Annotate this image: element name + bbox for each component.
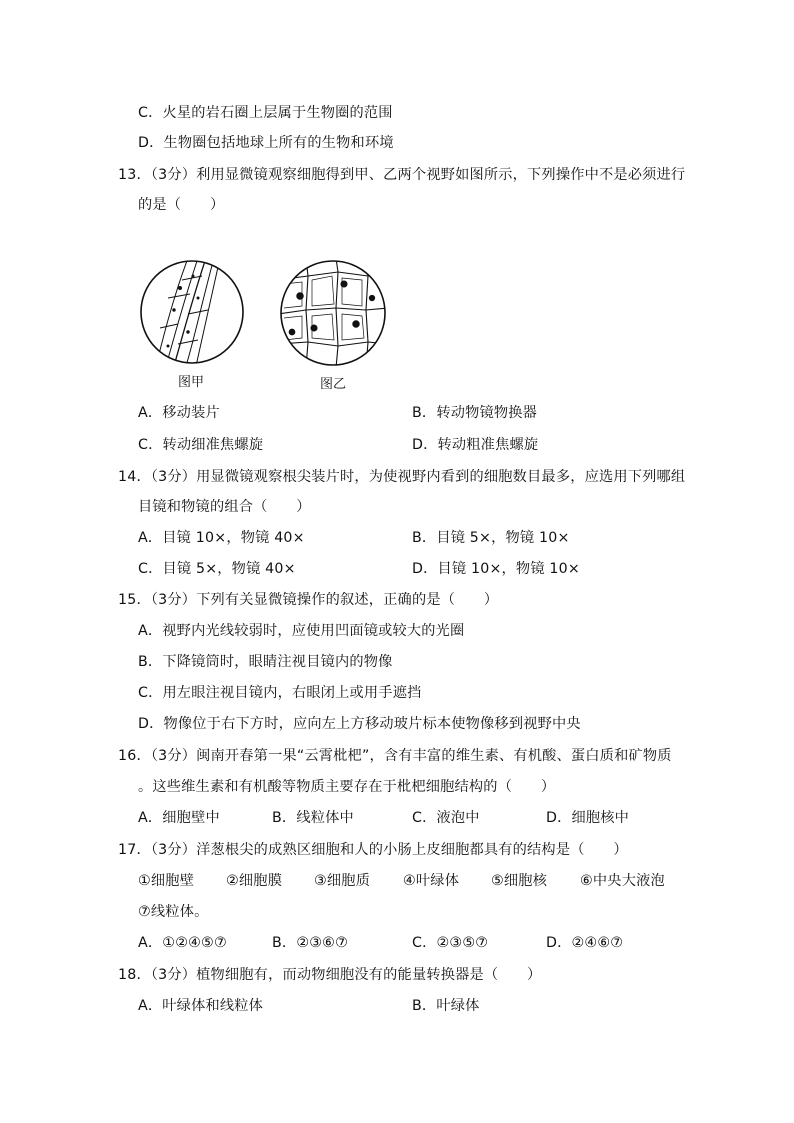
- q17-item-5: ⑤细胞核: [491, 873, 548, 889]
- q16-stem: 16．（3分）闽南开春第一果“云霄枇杷”，含有丰富的维生素、有机酸、蛋白质和矿物质: [118, 748, 672, 764]
- q13-option-b: B．转动物镜物换器: [412, 405, 538, 421]
- q17-item-3: ③细胞质: [314, 873, 371, 889]
- q14-option-d: D．目镜 10×，物镜 10×: [412, 561, 580, 577]
- q15-option-a: A．视野内光线较弱时，应使用凹面镜或较大的光圈: [138, 623, 465, 639]
- q17-item-4: ④叶绿体: [403, 873, 460, 889]
- q17-item-7: ⑦线粒体。: [138, 904, 209, 920]
- q15-option-d: D．物像位于右下方时，应向左上方移动玻片标本使物像移到视野中央: [138, 716, 581, 732]
- q17-item-6: ⑥中央大液泡: [580, 873, 665, 889]
- q16-stem-cont: 。这些维生素和有机酸等物质主要存在于枇杷细胞结构的（ ）: [138, 779, 556, 795]
- q15-option-b: B．下降镜筒时，眼睛注视目镜内的物像: [138, 654, 393, 670]
- q14-option-c: C．目镜 5×，物镜 40×: [138, 561, 296, 577]
- q15-stem: 15．（3分）下列有关显微镜操作的叙述，正确的是（ ）: [118, 592, 499, 608]
- q12-option-c: C．火星的岩石圈上层属于生物圈的范围: [138, 105, 393, 121]
- q18-stem: 18．（3分）植物细胞有，而动物细胞没有的能量转换器是（ ）: [118, 967, 542, 983]
- q16-option-a: A．细胞壁中: [138, 810, 220, 826]
- q13-stem: 13．（3分）利用显微镜观察细胞得到甲、乙两个视野如图所示，下列操作中不是必须进行: [118, 167, 686, 183]
- q18-option-b: B．叶绿体: [412, 998, 480, 1014]
- figure-jia-microscope-view: [138, 258, 246, 366]
- q14-stem: 14．（3分）用显微镜观察根尖装片时，为使视野内看到的细胞数目最多，应选用下列哪组: [118, 469, 686, 485]
- figure-yi-microscope-view: [278, 258, 388, 368]
- q13-option-d: D．转动粗准焦螺旋: [412, 437, 539, 453]
- q13-stem-cont: 的是（ ）: [138, 197, 225, 213]
- q16-option-b: B．线粒体中: [272, 810, 354, 826]
- q17-option-d: D．②④⑥⑦: [546, 935, 624, 951]
- q15-option-c: C．用左眼注视目镜内，右眼闭上或用手遮挡: [138, 685, 422, 701]
- q13-option-c: C．转动细准焦螺旋: [138, 437, 264, 453]
- q14-stem-cont: 目镜和物镜的组合（ ）: [138, 499, 311, 515]
- q14-option-b: B．目镜 5×，物镜 10×: [412, 530, 570, 546]
- q18-option-a: A．叶绿体和线粒体: [138, 998, 264, 1014]
- figure-jia-caption: 图甲: [178, 375, 205, 390]
- q13-option-a: A．移动装片: [138, 405, 220, 421]
- q12-option-d: D．生物圈包括地球上所有的生物和环境: [138, 135, 394, 151]
- q17-item-2: ②细胞膜: [226, 873, 283, 889]
- q17-stem: 17．（3分）洋葱根尖的成熟区细胞和人的小肠上皮细胞都具有的结构是（ ）: [118, 842, 628, 858]
- q17-item-1: ①细胞壁: [138, 873, 195, 889]
- q17-option-b: B．②③⑥⑦: [272, 935, 348, 951]
- q17-option-a: A．①②④⑤⑦: [138, 935, 227, 951]
- figure-yi-caption: 图乙: [320, 377, 347, 392]
- q16-option-d: D．细胞核中: [546, 810, 630, 826]
- q17-option-c: C．②③⑤⑦: [412, 935, 489, 951]
- q14-option-a: A．目镜 10×，物镜 40×: [138, 530, 305, 546]
- q16-option-c: C．液泡中: [412, 810, 480, 826]
